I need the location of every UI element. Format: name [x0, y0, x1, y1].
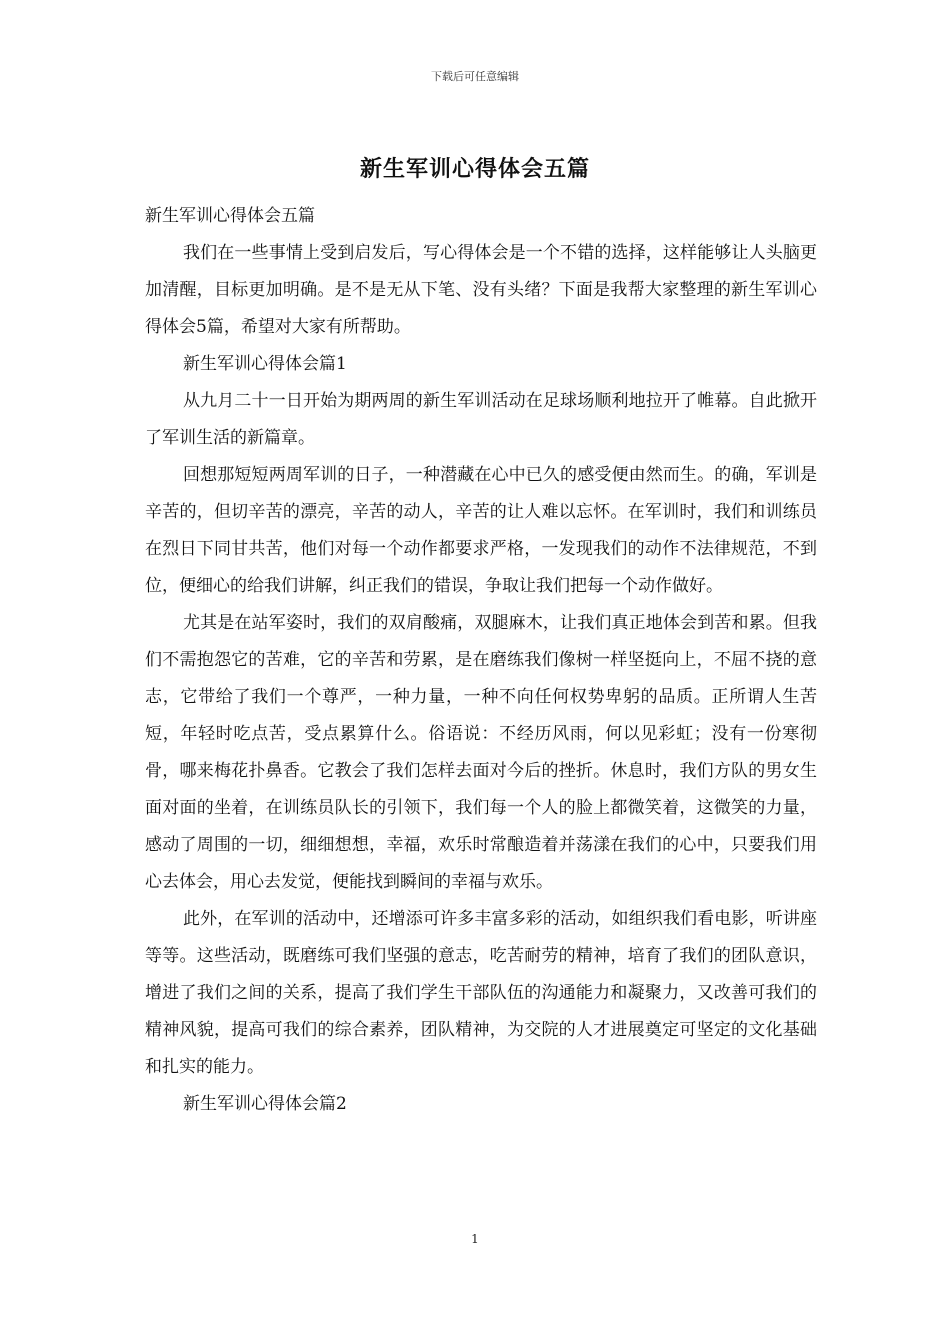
section-heading-1: 新生军训心得体会篇1 [183, 354, 347, 374]
paragraph: 回想那短短两周军训的日子，一种潜藏在心中已久的感受便由然而生。的确，军训是辛苦的，但切辛苦的漂亮，辛苦的动人，辛苦的让人难以忘怀。在军训时，我们和训练员在烈日下同甘共苦，他们对每一个动作都要求严格，一发现我们的动作不法律规范，不到位，便细心的给我们讲解，纠正我们的错误，争取让我们把每一个动作做好。 [145, 465, 817, 596]
paragraph: 从九月二十一日开始为期两周的新生军训活动在足球场顺利地拉开了帷幕。自此掀开了军训生活的新篇章。 [145, 391, 817, 448]
section-heading-2: 新生军训心得体会篇2 [183, 1094, 347, 1114]
paragraph: 此外，在军训的活动中，还增添可许多丰富多彩的活动，如组织我们看电影，听讲座等等。这些活动，既磨练可我们坚强的意志，吃苦耐劳的精神，培育了我们的团队意识，增进了我们之间的关系，提高了我们学生干部队伍的沟通能力和凝聚力，又改善可我们的精神风貌，提高可我们的综合素养，团队精神，为交院的人才进展奠定可坚定的文化基础和扎实的能力。 [145, 909, 817, 1077]
header-note: 下载后可任意编辑 [431, 70, 519, 83]
paragraph-intro: 我们在一些事情上受到启发后，写心得体会是一个不错的选择，这样能够让人头脑更加清醒，目标更加明确。是不是无从下笔、没有头绪？下面是我帮大家整理的新生军训心得体会5篇，希望对大家有所帮助。 [145, 243, 817, 337]
document-title: 新生军训心得体会五篇 [359, 156, 590, 182]
document-body [145, 198, 817, 1123]
paragraph: 尤其是在站军姿时，我们的双肩酸痛，双腿麻木，让我们真正地体会到苦和累。但我们不需抱怨它的苦难，它的辛苦和劳累，是在磨练我们像树一样坚挺向上，不屈不挠的意志，它带给了我们一个尊严，一种力量，一种不向任何权势卑躬的品质。正所谓人生苦短，年轻时吃点苦，受点累算什么。俗语说：不经历风雨，何以见彩虹；没有一份寒彻骨，哪来梅花扑鼻香。它教会了我们怎样去面对今后的挫折。休息时，我们方队的男女生面对面的坐着，在训练员队长的引领下，我们每一个人的脸上都微笑着，这微笑的力量，感动了周围的一切，细细想想，幸福，欢乐时常酿造着并荡漾在我们的心中，只要我们用心去体会，用心去发觉，便能找到瞬间的幸福与欢乐。 [145, 613, 817, 892]
page-number: 1 [471, 1232, 479, 1246]
document-subtitle: 新生军训心得体会五篇 [145, 206, 315, 226]
